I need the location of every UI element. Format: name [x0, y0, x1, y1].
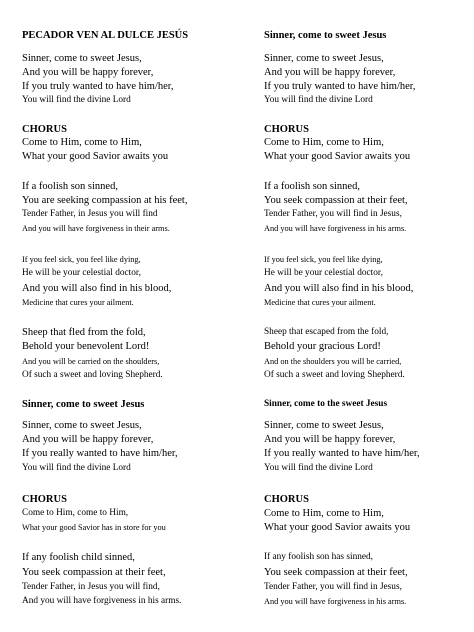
- lyric-line: Tender Father, in Jesus you will find,: [22, 582, 160, 592]
- chorus-heading: CHORUS: [264, 124, 309, 135]
- lyric-line: And you will be happy forever,: [22, 434, 154, 445]
- lyric-line: If a foolish son sinned,: [264, 181, 360, 192]
- lyric-line: And you will also find in his blood,: [264, 283, 414, 294]
- lyric-line: And you will be happy forever,: [22, 67, 154, 78]
- lyric-line: Come to Him, come to Him,: [22, 508, 129, 518]
- lyric-line: Of such a sweet and loving Shepherd.: [264, 370, 405, 380]
- lyric-line: If you feel sick, you feel like dying,: [264, 255, 383, 264]
- lyric-line: You will find the divine Lord: [22, 95, 131, 105]
- lyric-line: He will be your celestial doctor,: [22, 268, 141, 278]
- lyric-line: Medicine that cures your ailment.: [22, 298, 134, 307]
- lyric-line: And you will have forgiveness in his arms.: [264, 597, 407, 606]
- lyric-line: Sinner, come to sweet Jesus,: [22, 420, 142, 431]
- lyric-line: Come to Him, come to Him,: [22, 137, 142, 148]
- section-heading: Sinner, come to the sweet Jesus: [264, 399, 388, 409]
- lyric-line: Come to Him, come to Him,: [264, 137, 384, 148]
- lyric-line: Behold your gracious Lord!: [264, 341, 381, 352]
- lyric-line: You will find the divine Lord: [264, 463, 373, 473]
- chorus-heading: CHORUS: [22, 124, 67, 135]
- lyric-line: And you will be happy forever,: [264, 67, 396, 78]
- lyric-line: Tender Father, you will find in Jesus,: [264, 209, 402, 219]
- page-title: PECADOR VEN AL DULCE JESÚS: [22, 30, 189, 41]
- lyric-line: If a foolish son sinned,: [22, 181, 118, 192]
- lyric-line: Behold your benevolent Lord!: [22, 341, 150, 352]
- lyric-line: If you truly wanted to have him/her,: [22, 81, 174, 92]
- lyric-line: You are seeking compassion at his feet,: [22, 195, 188, 206]
- lyric-line: If any foolish child sinned,: [22, 552, 135, 563]
- lyric-line: If you really wanted to have him/her,: [22, 448, 178, 459]
- lyric-line: You seek compassion at their feet,: [22, 567, 166, 578]
- lyric-line: Sinner, come to sweet Jesus,: [264, 53, 384, 64]
- lyric-line: What your good Savior awaits you: [264, 151, 411, 162]
- lyric-line: If any foolish son has sinned,: [264, 552, 373, 562]
- lyric-line: And you will be happy forever,: [264, 434, 396, 445]
- lyric-line: You will find the divine Lord: [22, 463, 131, 473]
- lyric-line: Tender Father, in Jesus you will find: [22, 209, 158, 219]
- lyric-line: You seek compassion at their feet,: [264, 195, 408, 206]
- lyric-line: Sheep that fled from the fold,: [22, 327, 146, 338]
- lyric-line: If you really wanted to have him/her,: [264, 448, 420, 459]
- lyric-line: Tender Father, you will find in Jesus,: [264, 582, 402, 592]
- lyric-line: And you will have forgiveness in his arms.: [22, 596, 182, 606]
- lyric-line: What your good Savior awaits you: [22, 151, 169, 162]
- lyric-line: Sinner, come to sweet Jesus,: [264, 420, 384, 431]
- lyric-line: What your good Savior has in store for you: [22, 523, 166, 532]
- lyric-line: Medicine that cures your ailment.: [264, 298, 376, 307]
- lyric-line: Of such a sweet and loving Shepherd.: [22, 370, 163, 380]
- chorus-heading: CHORUS: [264, 494, 309, 505]
- lyric-line: You will find the divine Lord: [264, 95, 373, 105]
- lyric-line: And you will have forgiveness in his arms.: [264, 224, 407, 233]
- section-heading: Sinner, come to sweet Jesus: [22, 399, 145, 410]
- lyric-line: If you feel sick, you feel like dying,: [22, 255, 141, 264]
- lyric-line: Sheep that escaped from the fold,: [264, 327, 389, 337]
- lyric-line: And you will also find in his blood,: [22, 283, 172, 294]
- lyric-line: Come to Him, come to Him,: [264, 508, 384, 519]
- lyric-line: He will be your celestial doctor,: [264, 268, 383, 278]
- lyric-line: What your good Savior awaits you: [264, 522, 411, 533]
- chorus-heading: CHORUS: [22, 494, 67, 505]
- lyric-line: Sinner, come to sweet Jesus,: [22, 53, 142, 64]
- page-title: Sinner, come to sweet Jesus: [264, 30, 387, 41]
- lyric-line: And you will be carried on the shoulders,: [22, 357, 160, 366]
- lyric-line: You seek compassion at their feet,: [264, 567, 408, 578]
- lyric-line: And on the shoulders you will be carried,: [264, 357, 402, 366]
- lyric-line: If you truly wanted to have him/her,: [264, 81, 416, 92]
- lyric-line: And you will have forgiveness in their arms.: [22, 224, 170, 233]
